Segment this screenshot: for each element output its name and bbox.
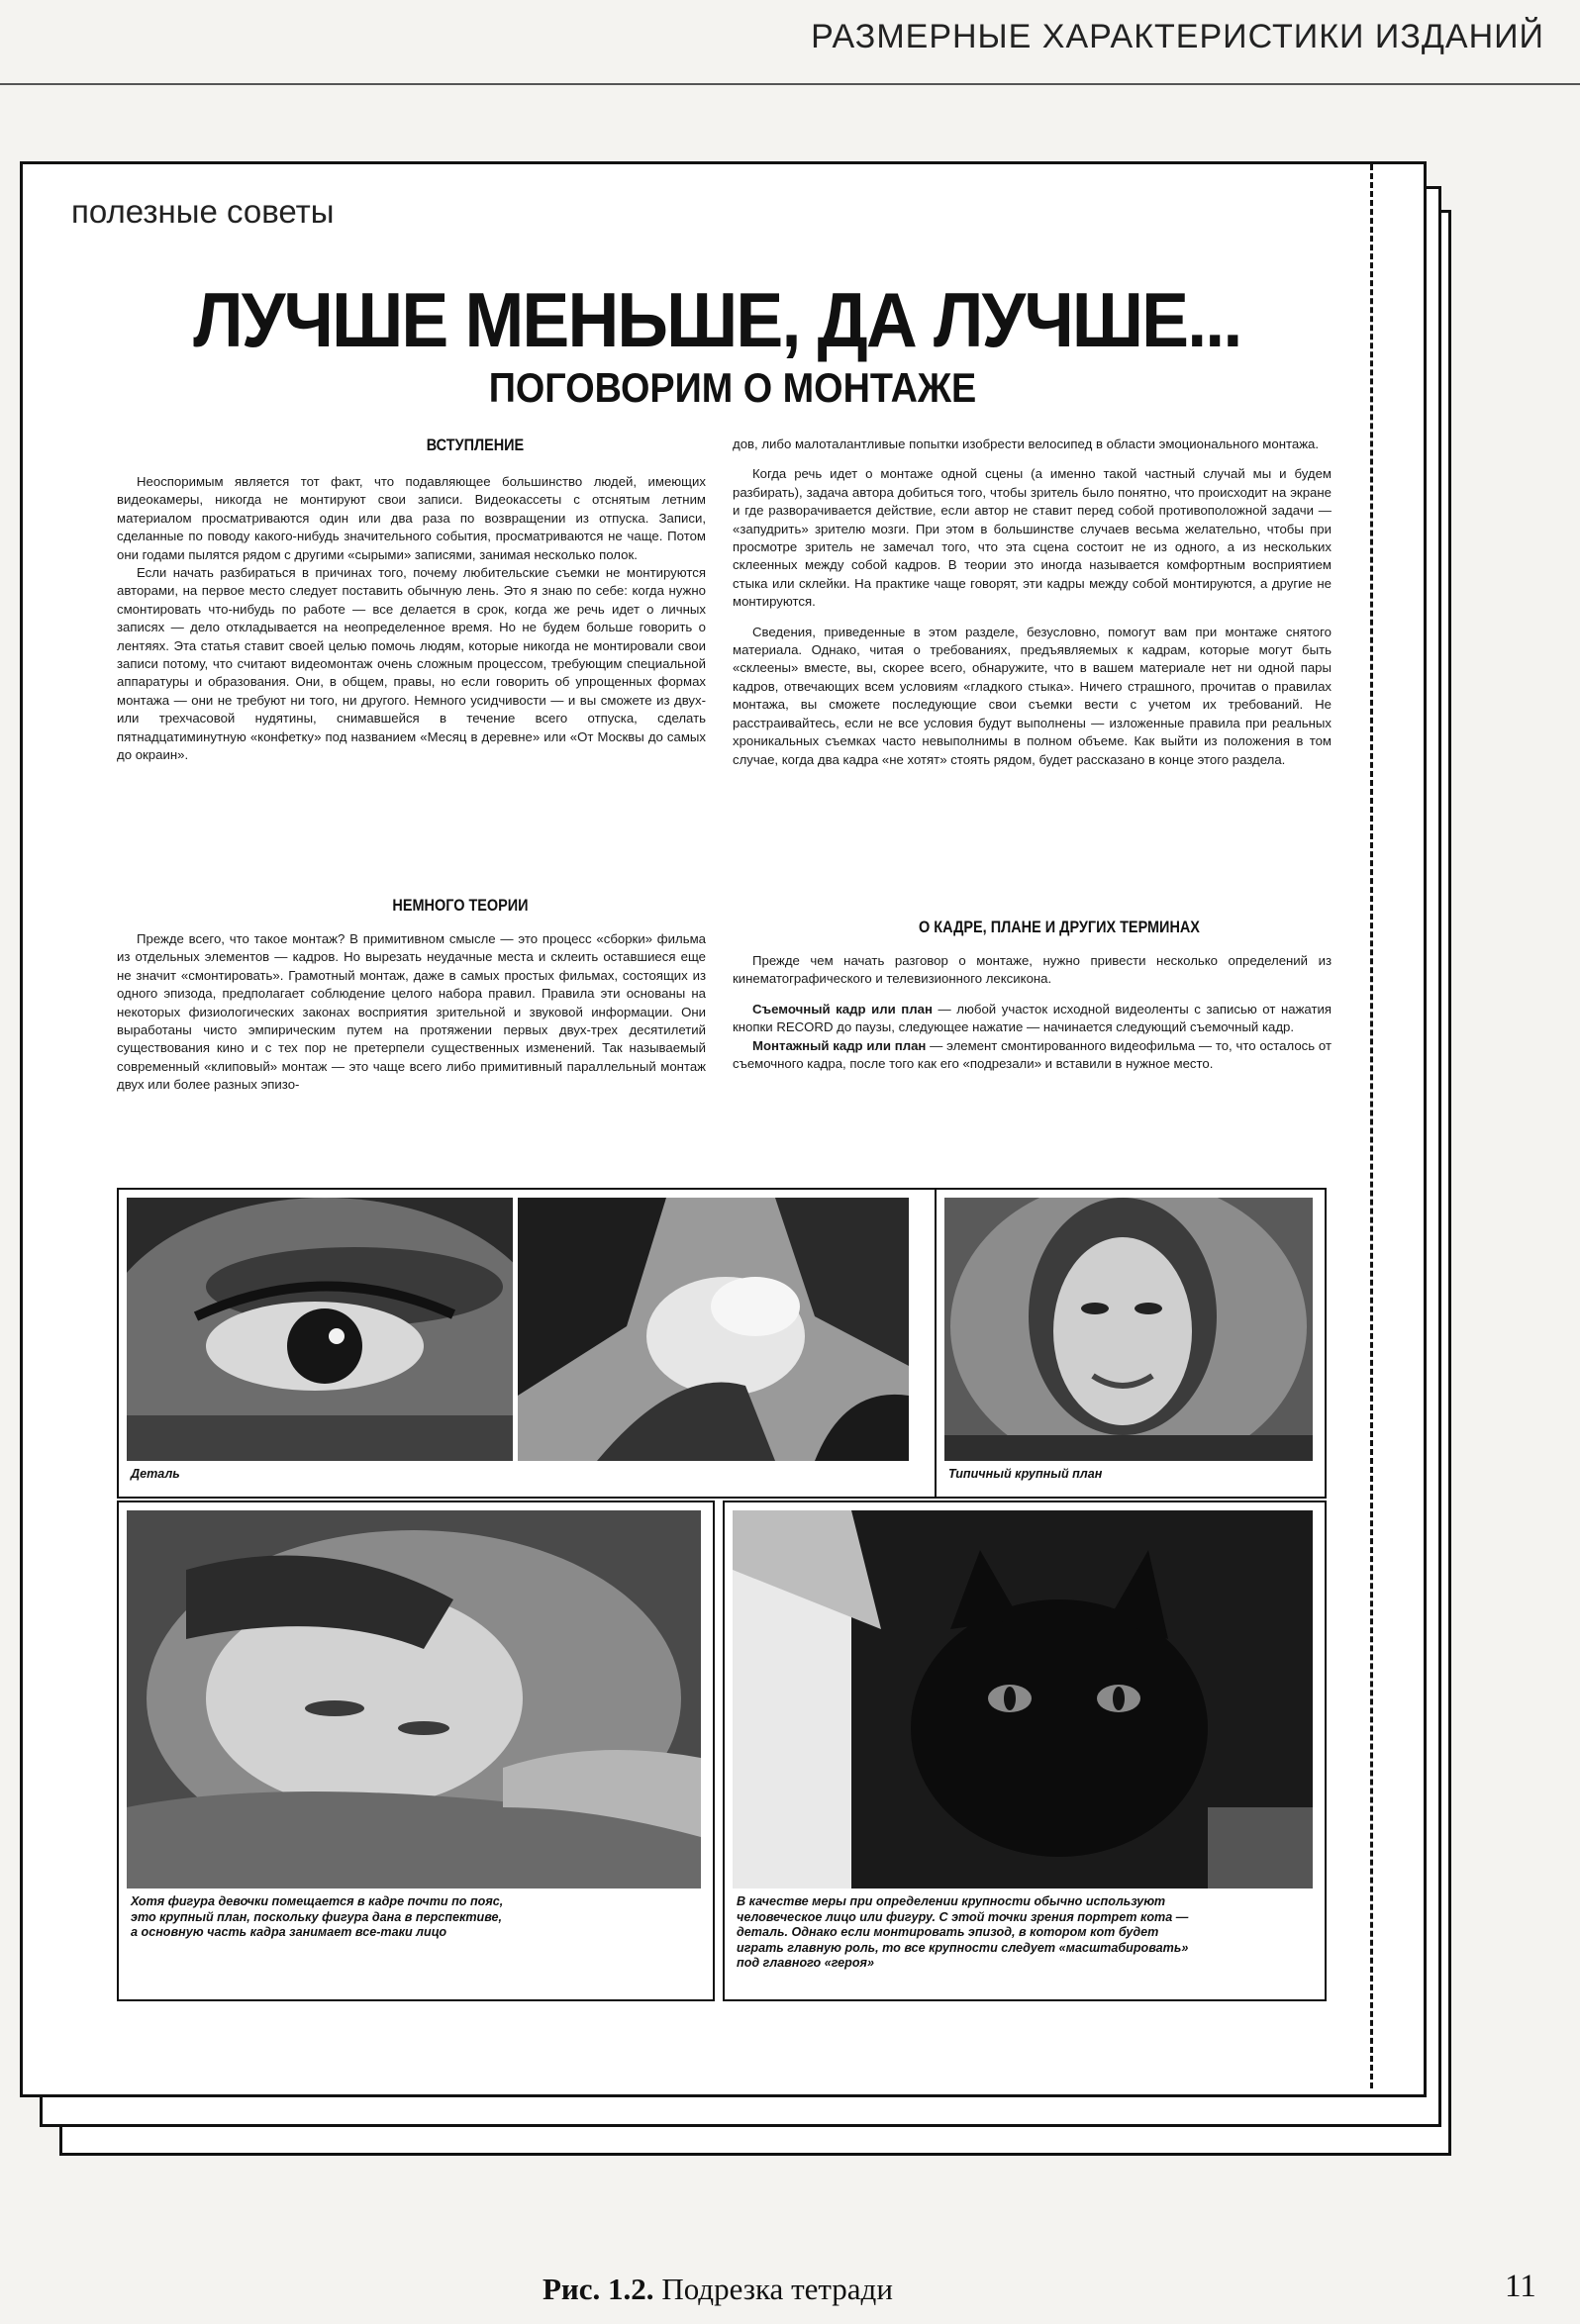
right-paragraph-2: Когда речь идет о монтаже одной сцены (а именно такой частный случай мы и будем разбирать), задача автора добиться того, чтобы зритель было понятно, что происходит на экране и где разворачивается действие, если автор не ставит перед собой противоположной задачи — «запудрить» зрителю мозги. При этом в большинстве случаев весьма желательно, чтобы при просмотре зритель не замечал того, что эта сцена состоит не из одного, а из нескольких склеенных между собой кадров. В теории это иногда называется комфортным восприятием стыка или склейки. На практике чаще говорят, эти кадры между собой монтируются, а другие не монтируются. — [733, 466, 1332, 610]
section-heading-theory: НЕМНОГО ТЕОРИИ — [392, 896, 529, 915]
section-heading-intro: ВСТУПЛЕНИЕ — [426, 436, 525, 454]
term-2 — [733, 1037, 1332, 1074]
page-number: 11 — [1505, 2269, 1536, 2304]
term-1 — [733, 1001, 1332, 1037]
right-paragraph-1: дов, либо малоталантливые попытки изобрести велосипед в области эмоционального монтажа. — [733, 436, 1320, 451]
figure-caption-text: Подрезка тетради — [653, 2272, 893, 2306]
theory-paragraph-1: Прежде всего, что такое монтаж? В примитивном смысле — это процесс «сборки» фильма из отдельных элементов — кадров. Но вырезать неудачные места и склеить оставшиеся еще не значит «смонтировать». Грамотный монтаж, даже в самых простых фильмах, состоящих из одного эпизода, предполагает соблюдение целого набора правил. Правила эти основаны на некоторых физиологических законах восприятия зрительной и звуковой информации. Они выработаны чисто эмпирическим путем на протяжении первых двух-трех десятилетий существования кино и с тех пор не претерпели существенных изменений. Так называемый современный «клиповый» монтаж — это чаще всего либо примитивный параллельный монтаж двух или более разных эпизо- — [117, 931, 706, 1093]
photo-flower-detail — [518, 1198, 909, 1461]
photo-fur-hood-portrait — [944, 1198, 1313, 1461]
caption-detail: Деталь — [131, 1467, 180, 1481]
article-left-column — [117, 473, 706, 765]
caption-cat: В качестве меры при определении крупности обычно используют человеческое лицо или фигуру. С этой точки зрения портрет кота — деталь. Однако если монтировать эпизод, в котором кот будет играть главную роль, то все крупности следует «масштабировать» под главного «героя» — [737, 1894, 1189, 1971]
header-rule — [0, 83, 1580, 85]
photo-eye-detail — [127, 1198, 513, 1461]
photo-black-cat — [733, 1510, 1313, 1888]
term-1-name: Съемочный кадр или план — [752, 1001, 933, 1017]
terms-column — [733, 952, 1332, 1073]
trim-cut-line — [1370, 164, 1373, 2088]
caption-girl: Хотя фигура девочки помещается в кадре почти по пояс, это крупный план, поскольку фигура дана в перспективе, а основную часть кадра занимает все-таки лицо — [131, 1894, 504, 1940]
theory-column — [117, 930, 706, 1095]
article-headline: ЛУЧШЕ МЕНЬШЕ, ДА ЛУЧШЕ... — [193, 276, 1241, 363]
section-heading-frame: О КАДРЕ, ПЛАНЕ И ДРУГИХ ТЕРМИНАХ — [919, 918, 1200, 936]
figure-label: Рис. 1.2. — [543, 2272, 654, 2306]
photo-sleeping-girl — [127, 1510, 701, 1888]
term-2-text: — элемент смонтированного видеофильма — то, что осталось от съемочного кадра, после того как его «подрезали» и вставили в нужное место. — [733, 1037, 1333, 1072]
term-2-name: Монтажный кадр или план — [752, 1037, 927, 1053]
caption-closeup: Типичный крупный план — [948, 1467, 1103, 1481]
right-paragraph-3: Сведения, приведенные в этом разделе, безусловно, помогут вам при монтаже снятого материала. Однако, читая о требованиях, предъявляемых к кадрам, которые могут быть «склеены» вместе, вы, скорее всего, обнаружите, что в вашем материале нет ни одной пары кадров, отвечающих всем условиям «гладкого стыка». Ничего страшного, прочитав о правилах монтажа, вы сможете последующие свои съемки вести с учетом их требований. Не расстраивайтесь, если не все условия будут выполнены — изложенные правила при реальных хроникальных съемках часто невыполнимы в полном объеме. Как выйти из положения в том случае, когда два кадра «не хотят» стоять рядом, будет рассказано в конце этого раздела. — [733, 624, 1332, 767]
article-subheadline: ПОГОВОРИМ О МОНТАЖЕ — [488, 364, 977, 411]
article-right-column — [733, 436, 1332, 769]
term-1-text: — любой участок исходной видеоленты с записью от нажатия кнопки RECORD до паузы, следующее нажатие — начинается следующий съемочный кадр. — [733, 1001, 1332, 1035]
frame-paragraph-1: Прежде чем начать разговор о монтаже, нужно привести несколько определений из кинематографического и телевизионного лексикона. — [733, 953, 1332, 987]
figure-caption — [543, 2272, 893, 2307]
intro-paragraph-1: Неоспоримым является тот факт, что подавляющее большинство людей, имеющих видеокамеры, никогда не монтируют свои записи. Видеокассеты с отснятым летним материалом просматриваются один или два раза по возвращении из отпуска. Записи, сделанные по поводу какого-нибудь значительного события, просматриваются не чаще. Потом они годами пылятся рядом с другими «сырыми» записями, занимая несколько полок. — [117, 474, 706, 562]
running-header: РАЗМЕРНЫЕ ХАРАКТЕРИСТИКИ ИЗДАНИЙ — [811, 18, 1544, 55]
intro-paragraph-2: Если начать разбираться в причинах того, почему любительские съемки не монтируются авторами, на первое место следует поставить обычную лень. Это я знаю по себе: когда нужно смонтировать что-нибудь по работе — все делается в срок, когда же речь идет о личных записях — дело откладывается на неопределенное время. Но не будем больше говорить о лентяях. Эта статья ставит своей целью помочь людям, которые никогда не монтировали свои записи потому, что считают видеомонтаж очень сложным процессом, требующим специальной аппаратуры и образования. Они, в общем, правы, но если говорить об упрощенных формах монтажа — они не требуют ни того, ни другого. Немного усидчивости — и вы сможете из двух- или трехчасовой нудятины, снимавшейся в течение всего отпуска, сделать пятнадцатиминутную «конфетку» под названием «Месяц в деревне» или «От Москвы до самых до окраин». — [117, 565, 706, 763]
section-tag: полезные советы — [71, 193, 335, 230]
